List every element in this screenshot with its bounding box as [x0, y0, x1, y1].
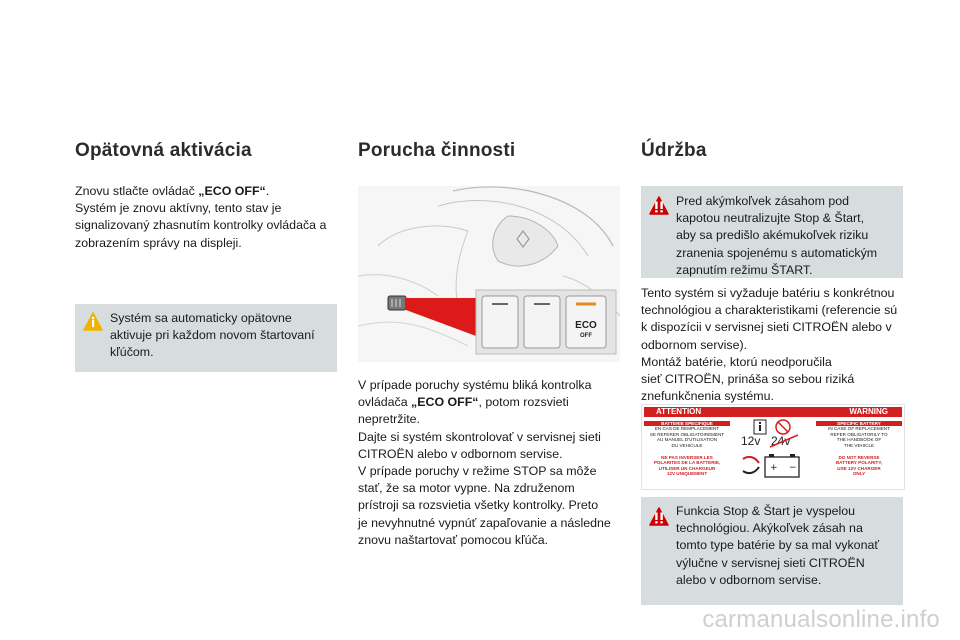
maintenance-line: sieť CITROËN, prináša so sebou riziká: [641, 372, 855, 387]
label-text: EN CAS DE REMPLACEMENT: [654, 426, 720, 432]
warning-line: zapnutím režimu ŠTART.: [676, 262, 813, 277]
eco-off-label: „ECO OFF“: [411, 395, 479, 410]
warning-box-technology: [641, 497, 903, 605]
label-text: AU MANUEL D'UTILISATION: [656, 437, 718, 443]
battery-charger-icon: [739, 453, 803, 481]
warning-icon: [649, 196, 669, 218]
label-text: DU VEHICULE: [671, 442, 703, 448]
warning-line: výlučne v servisnej sieti CITROËN: [676, 555, 865, 570]
book-icon: [753, 419, 767, 435]
maintenance-line: technológiou a charakteristikami (referencie sú: [641, 303, 898, 318]
warning-line: alebo v odbornom servise.: [676, 572, 822, 587]
warning-text-2: [676, 503, 879, 589]
label-text: IN CASE OF REPLACEMENT: [828, 426, 890, 432]
eco-off-button-label: [566, 321, 606, 341]
warning-heading: WARNING: [849, 407, 888, 416]
warning-line: zranenia spojenému s automatickým: [676, 245, 878, 260]
warning-line: Pred akýmkoľvek zásahom pod: [676, 194, 850, 208]
reactivation-line-3: signalizovaný zhasnutím kontrolky ovládača a: [75, 218, 327, 233]
warning-line: technológiou. Akýkoľvek zásah na: [676, 521, 863, 536]
malfunction-line: nepretržite.: [358, 412, 420, 427]
warning-text-1: [676, 193, 877, 279]
dashboard-illustration: [358, 186, 620, 362]
warning-icon: [649, 507, 669, 529]
reactivation-line-2: Systém je znovu aktívny, tento stav je: [75, 201, 282, 216]
svg-text:−: −: [789, 463, 797, 473]
reactivation-line-1a: Znovu stlačte ovládač: [75, 184, 199, 198]
maintenance-text: [641, 285, 931, 405]
warning-line: aby sa predišlo akémukoľvek riziku: [676, 228, 869, 243]
battery-warning-label: [641, 404, 905, 490]
label-text: THE HANDBOOK OF: [836, 437, 882, 443]
info-line: Systém sa automaticky opätovne: [110, 311, 292, 325]
attention-heading: ATTENTION: [656, 407, 702, 416]
info-line: aktivuje pri každom novom štartovaní: [110, 328, 315, 343]
label-text: ONLY: [852, 471, 866, 477]
title-reactivation: Opätovná aktivácia: [75, 140, 252, 161]
malfunction-line: V prípade poruchy v režime STOP sa môže: [358, 464, 597, 479]
label-text: NE PAS INVERSER LES: [661, 455, 713, 460]
title-malfunction: Porucha činnosti: [358, 140, 516, 161]
maintenance-line: znefunkčnenia systému.: [641, 389, 774, 404]
warning-line: Funkcia Stop & Štart je vyspelou: [676, 504, 856, 518]
malfunction-line: znovu naštartovať pomocou kľúča.: [358, 532, 549, 547]
info-box: [75, 304, 337, 372]
warning-box-neutralize: [641, 186, 903, 278]
label-header-row: [644, 407, 902, 417]
reactivation-line-4: zobrazením správy na displeji.: [75, 235, 242, 250]
label-text: REFER OBLIGATORILY TO: [830, 431, 888, 437]
no-24v-icon: [769, 434, 799, 448]
malfunction-line: CITROËN alebo v odbornom servise.: [358, 446, 563, 461]
malfunction-line: Dajte si systém skontrolovať v servisnej sieti: [358, 429, 601, 444]
label-text: POLARITES DE LA BATTERIE,: [653, 460, 721, 466]
label-text: BATTERIE SPECIFIQUE: [644, 421, 730, 426]
label-text: 12V UNIQUEMENT: [666, 471, 708, 477]
maintenance-line: Tento systém si vyžaduje batériu s konkrétnou: [641, 286, 895, 300]
malfunction-line: ovládača: [358, 395, 412, 410]
info-line: kľúčom.: [110, 345, 154, 360]
warning-line: tomto type batérie by sa mal vykonať: [676, 538, 879, 553]
warning-line: kapotou neutralizujte Stop & Štart,: [676, 211, 865, 226]
malfunction-line: prístroji sa rozsvietia všetky kontrolky. Preto: [358, 498, 599, 513]
voltage-24v: 24v: [771, 434, 791, 448]
off-label: OFF: [580, 333, 592, 339]
en-specific-block: [816, 421, 902, 448]
no-jumpstart-icon: [775, 419, 791, 435]
reactivation-line-1c: .: [265, 184, 270, 198]
maintenance-line: odbornom servise).: [641, 337, 748, 352]
info-icon: [83, 312, 103, 334]
label-text: UTILISER UN CHARGEUR: [658, 465, 716, 471]
malfunction-line: , potom rozsvieti: [478, 395, 569, 410]
maintenance-line: Montáž batérie, ktorú neodporučila: [641, 354, 832, 369]
label-text: SPECIFIC BATTERY: [816, 421, 902, 426]
watermark: carmanualsonline.info: [702, 606, 940, 633]
svg-text:+: +: [770, 463, 778, 473]
malfunction-text: [358, 377, 633, 549]
label-text: DO NOT REVERSE: [838, 455, 880, 460]
info-text: [110, 310, 315, 362]
voltage-12v: 12v: [741, 434, 761, 448]
label-text: USE 12V CHARGER: [837, 465, 881, 471]
title-maintenance: Údržba: [641, 140, 707, 161]
fr-specific-block: [644, 421, 730, 448]
fr-polarity-block: [644, 455, 730, 477]
eco-label: ECO: [575, 320, 597, 331]
label-text: SE REFERER OBLIGATOIREMENT: [649, 431, 725, 437]
en-polarity-block: [816, 455, 902, 477]
malfunction-line: je nevyhnutné vypnúť zapaľovanie a následne: [358, 515, 611, 530]
label-text: THE VEHICLE: [843, 442, 875, 448]
reactivation-text: [75, 183, 340, 252]
maintenance-line: k dispozícii v servisnej sieti CITROËN alebo v: [641, 320, 892, 335]
eco-off-label: „ECO OFF“: [198, 184, 266, 198]
malfunction-line: V prípade poruchy systému bliká kontrolka: [358, 378, 592, 392]
label-text: BATTERY POLARITY,: [835, 460, 883, 466]
malfunction-line: stať, že sa motor vypne. Na združenom: [358, 481, 575, 496]
